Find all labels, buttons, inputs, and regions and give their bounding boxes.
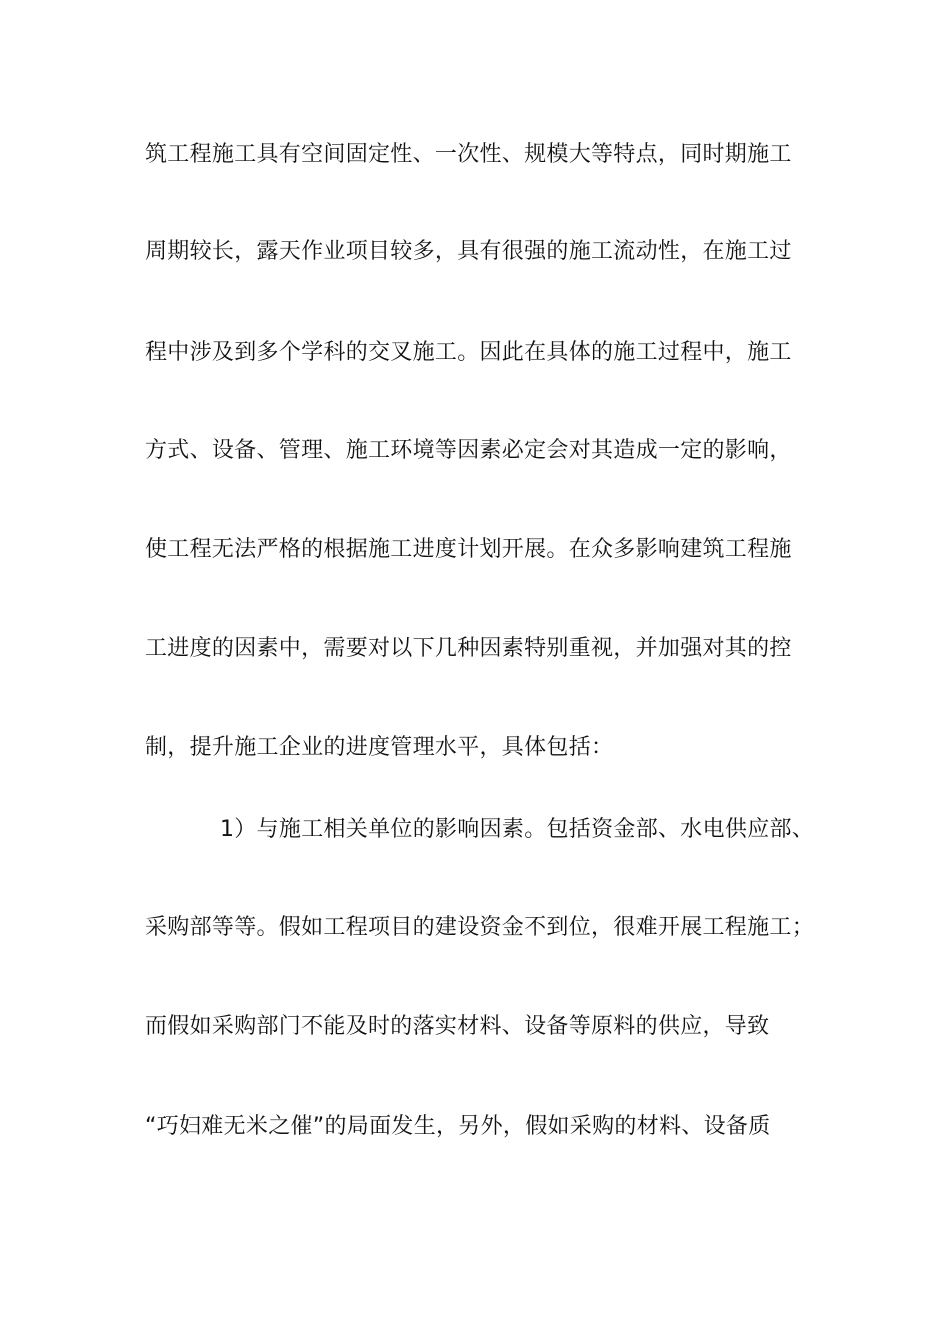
text-line: 使工程无法严格的根据施工进度计划开展。在众多影响建筑工程施: [145, 537, 792, 562]
text-line: 程中涉及到多个学科的交叉施工。因此在具体的施工过程中，施工: [145, 340, 792, 365]
text-line: 而假如采购部门不能及时的落实材料、设备等原料的供应，导致: [145, 1014, 770, 1039]
text-line: “巧妇难无米之催”的局面发生，另外，假如采购的材料、设备质: [145, 1114, 771, 1139]
text-line: 采购部等等。假如工程项目的建设资金不到位，很难开展工程施工；: [145, 915, 815, 940]
text-line: 工进度的因素中，需要对以下几种因素特别重视，并加强对其的控: [145, 636, 792, 661]
text-line: 方式、设备、管理、施工环境等因素必定会对其造成一定的影响，: [145, 438, 792, 463]
text-line: 制，提升施工企业的进度管理水平，具体包括：: [145, 735, 614, 760]
text-line: 筑工程施工具有空间固定性、一次性、规模大等特点，同时期施工: [145, 142, 792, 167]
list-item-line: 1）与施工相关单位的影响因素。包括资金部、水电供应部、: [220, 817, 815, 842]
text-line: 周期较长，露天作业项目较多，具有很强的施工流动性，在施工过: [145, 239, 792, 264]
